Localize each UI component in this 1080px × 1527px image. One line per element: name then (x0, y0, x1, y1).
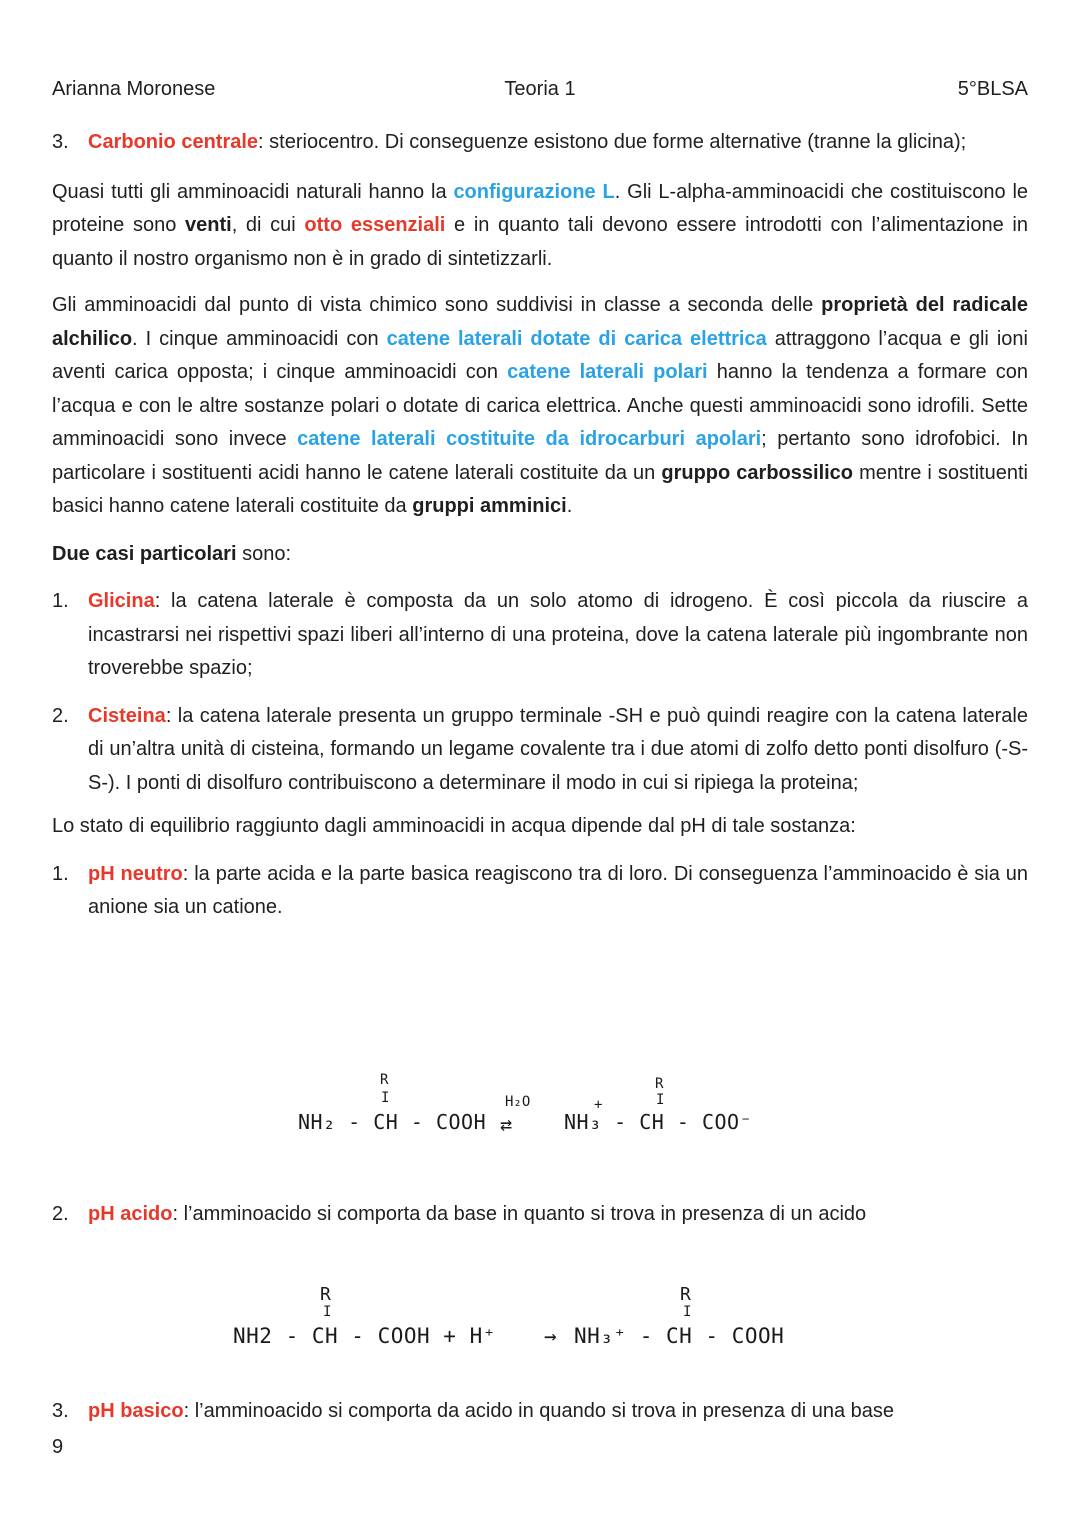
list-item-carbonio: 3. Carbonio centrale: steriocentro. Di conseguenze esistono due forme alternative (tranne la glicina); (52, 126, 1028, 160)
list-item-ph-acido: 2. pH acido: l’amminoacido si comporta da base in quanto si trova in presenza di un acido (52, 1203, 867, 1225)
header-class: 5°BLSA (957, 78, 1028, 100)
header-title: Teoria 1 (504, 78, 576, 100)
paragraph-equilibrio: Lo stato di equilibrio raggiunto dagli amminoacidi in acqua dipende dal pH di tale sostanza: (52, 815, 856, 837)
paragraph-casi-particolari: Due casi particolari sono: (52, 542, 292, 565)
list-item-cisteina: 2. Cisteina: la catena laterale presenta un gruppo terminale -SH e può quindi reagire con la catena laterale di un’altra unità di cisteina, formando un legame covalente tra i due atomi di zolfo detto ponti disolfuro (-S-S-). I ponti di disolfuro contribuiscono a determinare il modo in cui si ripiega la proteina; (52, 704, 1028, 794)
term-carbonio: Carbonio centrale (88, 131, 259, 153)
term-ph-acido: pH acido (88, 1203, 173, 1225)
term-glicina: Glicina (88, 590, 155, 612)
list-item-ph-neutro: 1. pH neutro: la parte acida e la parte basica reagiscono tra di loro. Di conseguenza l’amminoacido è sia un anione sia un catione. (52, 862, 1028, 918)
header-author: Arianna Moronese (52, 78, 216, 100)
paragraph-classificazione: Gli amminoacidi dal punto di vista chimico sono suddivisi in classe a seconda delle proprietà del radicale alchilico. I cinque amminoacidi con catene laterali dotate di carica elettrica attraggono l’acqua e gli ioni aventi carica opposta; i cinque amminoacidi con catene laterali polari hanno la tendenza a formare con l’acqua e con le altre sostanze polari o dotate di carica elettrica. Anche questi amminoacidi sono idrofili. Sette amminoacidi sono invece catene laterali costituite da idrocarburi apolari; pertanto sono idrofobici. In particolare i sostituenti acidi hanno le catene laterali costituite da un gruppo carbossilico mentre i sostituenti basici hanno catene laterali costituite da gruppi amminici. (52, 294, 1029, 517)
document-body (52, 126, 1028, 925)
term-ph-neutro: pH neutro (88, 862, 183, 885)
list-number: 3. (52, 131, 69, 153)
term-ph-basico: pH basico (88, 1400, 184, 1422)
list-item-glicina: 1. Glicina: la catena laterale è composta da un solo atomo di idrogeno. È così piccola da riuscire a incastrarsi nei rispettivi spazi liberi all’interno di una proteina, dove la catena laterale più ingombrante non troverebbe spazio; (52, 590, 1028, 679)
term-cisteina: Cisteina (88, 704, 166, 727)
paragraph-configurazione: Quasi tutti gli amminoacidi naturali hanno la configurazione L. Gli L-alpha-amminoacidi che costituiscono le proteine sono venti, di cui otto essenziali e in quanto tali devono essere introdotti con l’alimentazione in quanto il nostro organismo non è in grado di sintetizzarli. (52, 180, 1029, 270)
page-number: 9 (52, 1436, 64, 1458)
list-item-ph-basico: 3. pH basico: l’amminoacido si comporta da acido in quando si trova in presenza di una base (52, 1400, 894, 1422)
